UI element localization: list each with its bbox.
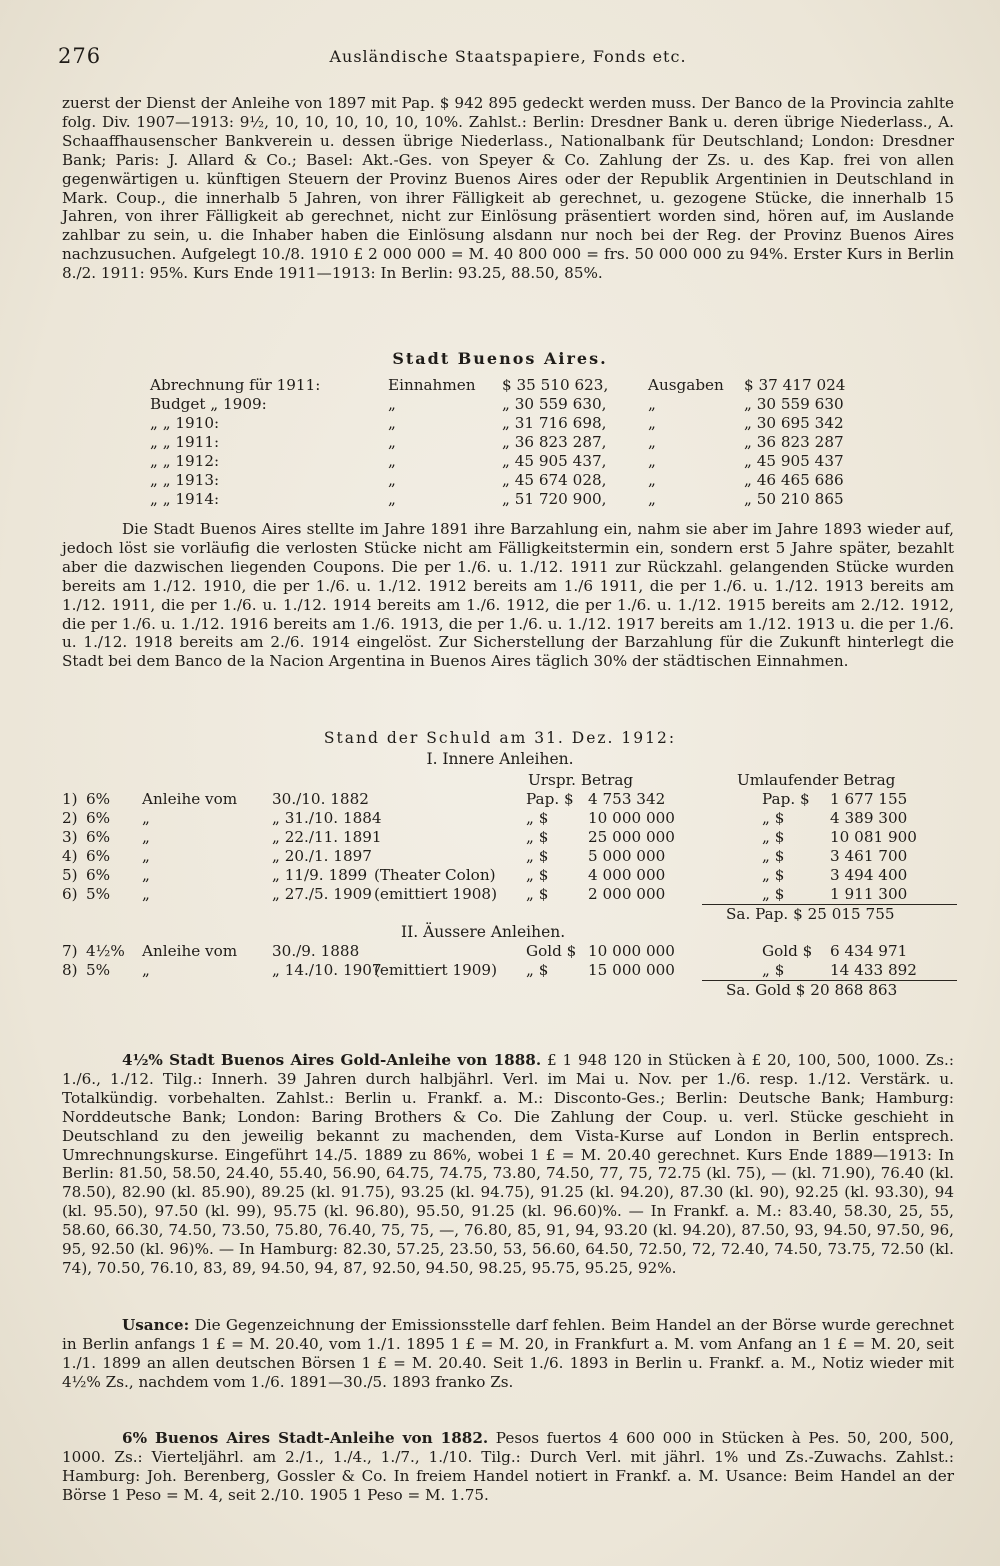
debt-date: „ 14./10. 1907 [272,961,382,979]
debt-rate: 6% [86,828,111,846]
debt-rate: 6% [86,809,111,827]
debt-rate: 4½% [86,942,125,960]
debt-out-pre: „ $ [762,809,785,827]
budget-label: „ „ 1912: [150,452,220,470]
debt-orig: 4 753 342 [588,790,666,808]
debt-date: „ 11/9. 1899 [272,866,368,884]
debt-orig: 10 000 000 [588,809,675,827]
debt-out: 10 081 900 [830,828,917,846]
debt-no: 3) [62,828,78,846]
debt-orig-pre: „ $ [526,847,549,865]
budget-row [150,490,870,509]
debt-row [62,866,957,885]
usance-label: Usance: [122,1316,190,1334]
inner-loans-sum-rule-row [62,904,957,923]
debt-orig: 5 000 000 [588,847,666,865]
inner-loans-sum: Sa. Pap. $ 25 015 755 [726,905,895,923]
debt-out-pre: „ $ [762,828,785,846]
debt-note: (emittiert 1908) [374,885,497,903]
debt-orig-pre: „ $ [526,961,549,979]
debt-row [62,847,957,866]
debt-note: (Theater Colon) [374,866,496,884]
budget-income-label: „ [388,490,396,508]
debt-out: 4 389 300 [830,809,908,827]
running-title: Ausländische Staatspapiere, Fonds etc. [329,47,687,66]
city-paragraph-block [62,520,954,671]
debt-out-pre: „ $ [762,961,785,979]
debt-orig-pre: Pap. $ [526,790,574,808]
budget-income: „ 30 559 630, [502,395,607,413]
debt-out: 14 433 892 [830,961,917,979]
page-number: 276 [58,44,102,68]
budget-row [150,376,870,395]
budget-income-label: „ [388,395,396,413]
inner-loans-title: I. Innere Anleihen. [426,750,574,768]
budget-income: „ 45 674 028, [502,471,607,489]
debt-desc: Anleihe vom [142,942,238,960]
debt-orig: 25 000 000 [588,828,675,846]
debt-no: 5) [62,866,78,884]
debt-rate: 5% [86,885,111,903]
usance-text: Die Gegenzeichnung der Emissionsstelle darf fehlen. Beim Handel an der Börse wurde gerechnet in Berlin anfangs 1 £ = M. 20.40, vom 1./1. 1895 1 £ = M. 20, in Frankfurt a. M. vom Anfang an 1 £ = M. 20, seit 1./1. 1899 an allen deutschen Börsen 1 £ = M. 20.40. Seit 1./6. 1893 in Berlin u. Frankf. a. M., Notiz wieder mit 4½% Zs., nachdem vom 1./6. 1891—30./5. 1893 franko Zs. [62,1316,955,1391]
debt-desc: „ [142,885,150,903]
debt-row [62,790,957,809]
debt-desc: „ [142,961,150,979]
budget-expense-label: „ [648,452,656,470]
budget-label: „ „ 1911: [150,433,220,451]
outer-loans-title: II. Äussere Anleihen. [401,923,566,941]
debt-out-pre: „ $ [762,847,785,865]
budget-label: „ „ 1913: [150,471,220,489]
debt-date: 30./9. 1888 [272,942,360,960]
debt-note: (emittiert 1909) [374,961,497,979]
budget-income-label: „ [388,452,396,470]
debt-column-headers [62,771,957,790]
loan-1882-text: Pesos fuertos 4 600 000 in Stücken à Pes. 50, 200, 500, 1000. Zs.: Vierteljährl. am 2./1., 1./4., 1./7., 1./10. Tilg.: Durch Verl. mit jährl. 1% und Zs.-Zuwachs. Zahlst.: Hamburg: Joh. Berenberg, Gossler & Co. In freiem Handel notiert in Frankf. a. M. Usance: Beim Handel an der Börse 1 Peso = M. 4, seit 2./10. 1905 1 Peso = M. 1.75. [62,1429,954,1504]
debt-orig: 15 000 000 [588,961,675,979]
budget-income: $ 35 510 623, [502,376,609,394]
col-orig-header: Urspr. Betrag [528,771,634,789]
debt-orig: 10 000 000 [588,942,675,960]
budget-expense-label: „ [648,395,656,413]
debt-out-pre: Pap. $ [762,790,810,808]
budget-income-label: „ [388,414,396,432]
debt-no: 2) [62,809,78,827]
debt-rate: 6% [86,847,111,865]
outer-loans-title-row [62,923,957,942]
loan-1882-title: 6% Buenos Aires Stadt-Anleihe von 1882. [122,1429,489,1447]
debt-row [62,942,957,961]
budget-expense: „ 46 465 686 [744,471,844,489]
debt-desc: „ [142,847,150,865]
budget-expense-label: „ [648,414,656,432]
budget-income-label: „ [388,433,396,451]
debt-desc: Anleihe vom [142,790,238,808]
budget-row [150,452,870,471]
debt-date: „ 20./1. 1897 [272,847,372,865]
budget-row [150,471,870,490]
debt-rate: 6% [86,866,111,884]
debt-date: „ 22./11. 1891 [272,828,382,846]
debt-orig-pre: „ $ [526,866,549,884]
budget-expense: $ 37 417 024 [744,376,846,394]
debt-no: 1) [62,790,78,808]
debt-row [62,961,957,980]
debt-no: 6) [62,885,78,903]
debt-out: 1 911 300 [830,885,908,903]
outer-loans-sum-rule-row [62,980,957,999]
intro-paragraph: zuerst der Dienst der Anleihe von 1897 mit Pap. $ 942 895 gedeckt werden muss. Der Banco de la Provincia zahlte folg. Div. 1907—1913: 9½, 10, 10, 10, 10, 10, 10%. Zahlst.: Berlin: Dresdner Bank u. deren übrige Niederlass., A. Schaaffhausenscher Bankverein u. dessen übrige Niederlass., Nationalbank für Deutschland; London: Dresdner Bank; Paris: J. Allard & Co.; Basel: Akt.-Ges. von Speyer & Co. Zahlung der Zs. u. des Kap. frei von allen gegenwärtigen u. künftigen Steuern der Provinz Buenos Aires oder der Republik Argentinien in Deutschland in Mark. Coup., die innerhalb 5 Jahren, von ihrer Fälligkeit ab gerechnet, u. gezogene Stücke, die innerhalb 15 Jahren, von ihrer Fälligkeit ab gerechnet, nicht zur Einlösung präsentiert worden sind, hören auf, im Auslande zahlbar zu sein, u. die Inhaber haben die Einlösung alsdann nur noch bei der Reg. der Provinz Buenos Aires nachzusuchen. Aufgelegt 10./8. 1910 £ 2 000 000 = M. 40 800 000 = frs. 50 000 000 zu 94%. Erster Kurs in Berlin 8./2. 1911: 95%. Kurs Ende 1911—1913: In Berlin: 93.25, 88.50, 85%. [62,94,954,283]
debt-title: Stand der Schuld am 31. Dez. 1912: [323,729,677,747]
debt-orig-pre: Gold $ [526,942,577,960]
debt-row [62,828,957,847]
budget-expense-label: „ [648,471,656,489]
debt-desc: „ [142,809,150,827]
debt-out-pre: Gold $ [762,942,813,960]
outer-loans-sum: Sa. Gold $ 20 868 863 [726,981,898,999]
debt-orig-pre: „ $ [526,809,549,827]
debt-orig-pre: „ $ [526,885,549,903]
debt-date: „ 27./5. 1909 [272,885,372,903]
budget-label: Abrechnung für 1911: [150,376,321,394]
debt-orig: 4 000 000 [588,866,666,884]
budget-expense-label: Ausgaben [648,376,724,394]
debt-out: 3 461 700 [830,847,908,865]
budget-label: „ „ 1910: [150,414,220,432]
city-section-title: Stadt Buenos Aires. [392,349,608,368]
budget-row [150,414,870,433]
debt-table [62,771,957,999]
budget-row [150,433,870,452]
gold-loan-text: £ 1 948 120 in Stücken à £ 20, 100, 500, 1000. Zs.: 1./6., 1./12. Tilg.: Innerh. 39 Jahren durch halbjährl. Verl. im Mai u. Nov. per 1./6. resp. 1./12. Verstärk. u. Totalkündig. vorbehalten. Zahlst.: Berlin u. Frankf. a. M.: Disconto-Ges.; Berlin: Deutsche Bank; Hamburg: Norddeutsche Bank; London: Baring Brothers & Co. Die Zahlung der Coup. u. verl. Stücke geschieht in Deutschland zu den jeweilig bekannt zu machenden, dem Vista-Kurse auf London in Berlin entsprech. Umrechnungskurse. Eingeführt 14./5. 1889 zu 86%, wobei 1 £ = M. 20.40 gerechnet. Kurs Ende 1889—1913: In Berlin: 81.50, 58.50, 24.40, 55.40, 56.90, 64.75, 74.75, 73.80, 74.50, 77, 75, 72.75 (kl. 75), — (kl. 71.90), 76.40 (kl. 78.50), 82.90 (kl. 85.90), 89.25 (kl. 91.75), 93.25 (kl. 94.75), 91.25 (kl. 94.20), 87.30 (kl. 90), 92.25 (kl. 93.30), 94 (kl. 95.50), 97.50 (kl. 99), 95.75 (kl. 96.80), 95.50, 91.25 (kl. 96.60)%. — In Frankf. a. M.: 83.40, 58.30, 25, 55, 58.60, 66.30, 74.50, 73.50, 75.80, 76.40, 75, 75, —, 76.80, 85, 91, 94, 93.20 (kl. 94.20), 87.50, 93, 94.50, 97.50, 96, 95, 92.50 (kl. 96)%. — In Hamburg: 82.30, 57.25, 23.50, 53, 56.60, 64.50, 72.50, 72, 72.40, 74.50, 73.75, 72.50 (kl. 74), 70.50, 76.10, 83, 89, 94.50, 94, 87, 92.50, 94.50, 98.25, 95.75, 95.25, 92%. [62,1051,954,1277]
debt-date: 30./10. 1882 [272,790,369,808]
debt-out: 3 494 400 [830,866,908,884]
debt-out-pre: „ $ [762,866,785,884]
loan-1882-block [62,1429,954,1505]
budget-expense: „ 50 210 865 [744,490,844,508]
budget-income-label: „ [388,471,396,489]
budget-label: Budget „ 1909: [150,395,267,413]
budget-expense-label: „ [648,490,656,508]
budget-income: „ 31 716 698, [502,414,607,432]
budget-expense: „ 45 905 437 [744,452,844,470]
gold-loan-block [62,1051,954,1278]
budget-expense: „ 36 823 287 [744,433,844,451]
page-header [58,44,958,72]
debt-rate: 5% [86,961,111,979]
budget-expense-label: „ [648,433,656,451]
debt-row [62,885,957,904]
budget-expense: „ 30 559 630 [744,395,844,413]
debt-row [62,809,957,828]
debt-out: 1 677 155 [830,790,908,808]
budget-table [150,376,870,509]
debt-out-pre: „ $ [762,885,785,903]
debt-desc: „ [142,828,150,846]
budget-label: „ „ 1914: [150,490,220,508]
debt-out: 6 434 971 [830,942,908,960]
intro-paragraph-block [62,94,954,283]
debt-no: 4) [62,847,78,865]
debt-rate: 6% [86,790,111,808]
gold-loan-title: 4½% Stadt Buenos Aires Gold-Anleihe von 1888. [122,1051,542,1069]
debt-orig-pre: „ $ [526,828,549,846]
usance-block [62,1316,954,1392]
col-outstanding-header: Umlaufender Betrag [737,771,896,789]
budget-income: „ 36 823 287, [502,433,607,451]
budget-income-label: Einnahmen [388,376,476,394]
budget-income: „ 51 720 900, [502,490,607,508]
debt-desc: „ [142,866,150,884]
debt-date: „ 31./10. 1884 [272,809,382,827]
budget-expense: „ 30 695 342 [744,414,844,432]
debt-orig: 2 000 000 [588,885,666,903]
debt-no: 8) [62,961,78,979]
budget-row [150,395,870,414]
budget-income: „ 45 905 437, [502,452,607,470]
city-paragraph: Die Stadt Buenos Aires stellte im Jahre 1891 ihre Barzahlung ein, nahm sie aber im Jahre 1893 wieder auf, jedoch löst sie vorläufig die verlosten Stücke nicht am Fälligkeitstermin ein, sondern erst 5 Jahre später, bezahlt aber die dazwischen liegenden Coupons. Die per 1./6. u. 1./12. 1911 zur Rückzahl. gelangenden Stücke wurden bereits am 1./12. 1910, die per 1./6. u. 1./12. 1912 bereits am 1./6 1911, die per 1./6. u. 1./12. 1913 bereits am 1./12. 1911, die per 1./6. u. 1./12. 1914 bereits am 1./6. 1912, die per 1./6. u. 1./12. 1915 bereits am 2./12. 1912, die per 1./6. u. 1./12. 1916 bereits am 1./6. 1913, die per 1./6. u. 1./12. 1917 bereits am 1./12. 1913 u. die per 1./6. u. 1./12. 1918 bereits am 2./6. 1914 eingelöst. Zur Sicherstellung der Barzahlung für die Zukunft hinterlegt die Stadt bei dem Banco de la Nacion Argentina in Buenos Aires täglich 30% der städtischen Einnahmen. [62,520,954,671]
debt-no: 7) [62,942,78,960]
